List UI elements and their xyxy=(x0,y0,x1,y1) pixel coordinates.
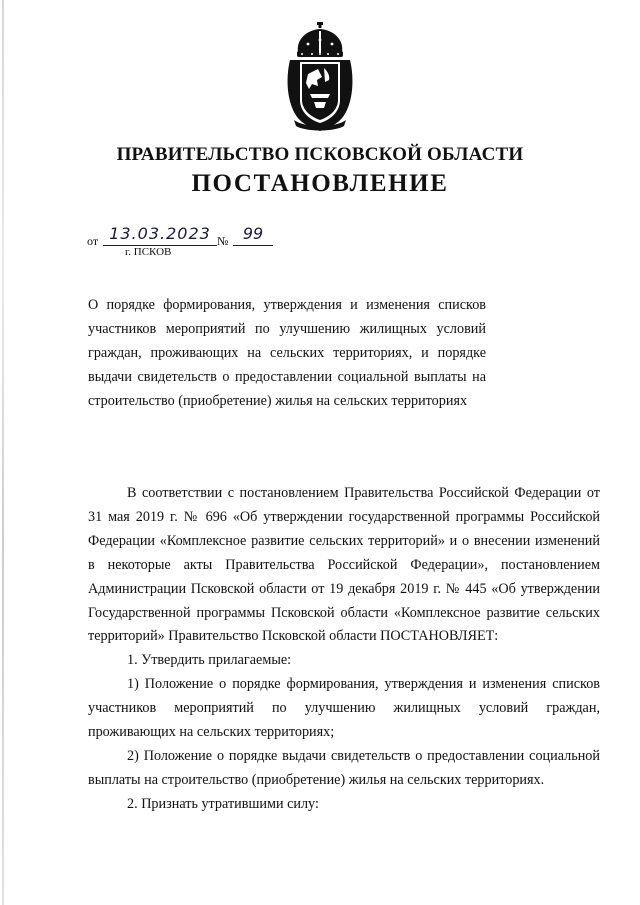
clause-1: 1. Утвердить прилагаемые: xyxy=(127,652,292,669)
preamble-paragraph: В соответствии с постановлением Правительства Российской Федерации от 31 мая 2019 г. № 696 «Об утверждении государственной программы Российской Федерации «Комплексное развитие сельских территорий» и о внесении изменений в некоторые акты Правительства Российской Федерации», постановлением Администрации Псковской области от 19 декабря 2019 г. № 445 «Об утверждении Государственной программы Псковской области «Комплексное развитие сельских территорий» Правительство Псковской области ПОСТАНОВЛЯЕТ: xyxy=(88,485,600,645)
document-body xyxy=(88,482,600,817)
city-label: г. ПСКОВ xyxy=(125,246,172,258)
clause-1-item-2: 2) Положение о порядке выдачи свидетельств о предоставлении социальной выплаты на строительство (приобретение) жилья на сельских территориях. xyxy=(88,747,600,788)
date-prefix-label: от xyxy=(87,234,99,248)
document-number: 99 xyxy=(233,224,273,246)
coat-of-arms-icon xyxy=(284,22,356,132)
document-type-title: ПОСТАНОВЛЕНИЕ xyxy=(191,170,449,197)
document-subject: О порядке формирования, утверждения и изменения списков участников мероприятий по улучшению жилищных условий граждан, проживающих на сельских территориях, и порядке выдачи свидетельств о предоставлении социальной выплаты на строительство (приобретение) жилья на сельских территориях xyxy=(88,297,486,409)
clause-1-item-1: 1) Положение о порядке формирования, утверждения и изменения списков участников мероприятий по улучшению жилищных условий граждан, проживающих на сельских территориях; xyxy=(88,676,600,741)
document-date: 13.03.2023 xyxy=(103,224,217,246)
number-sign-label: № xyxy=(217,234,229,248)
clause-2: 2. Признать утратившими силу: xyxy=(127,795,319,812)
government-title: ПРАВИТЕЛЬСТВО ПСКОВСКОЙ ОБЛАСТИ xyxy=(116,144,524,165)
scan-edge xyxy=(2,0,4,905)
date-number-line xyxy=(87,224,287,252)
